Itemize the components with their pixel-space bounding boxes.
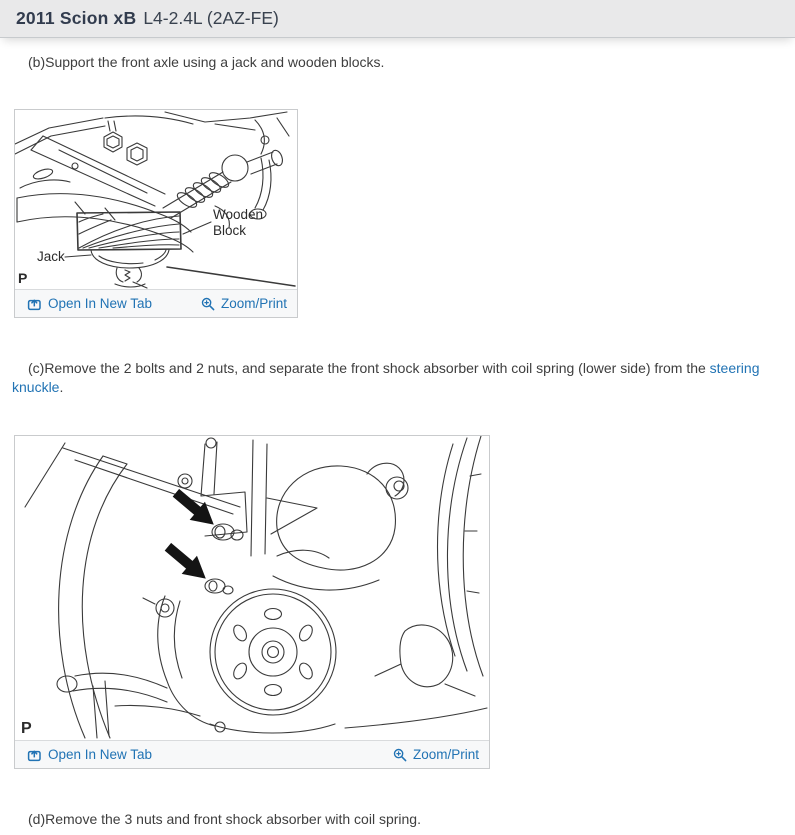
- magnifier-plus-icon: [201, 297, 215, 311]
- step-c-body: (c)Remove the 2 bolts and 2 nuts, and separate the front shock absorber with coil spring (lower side) from the: [28, 360, 710, 376]
- vehicle-title: 2011 Scion xB: [16, 8, 137, 28]
- open-in-new-tab-icon: [27, 297, 42, 311]
- jack-wooden-block-diagram: [15, 110, 297, 289]
- figure1-p-mark: P: [18, 270, 28, 286]
- figure1-zoom-print-link[interactable]: [201, 296, 287, 311]
- figure1-open-in-new-tab-link[interactable]: [27, 296, 152, 311]
- wooden-block-label-line1: Wooden: [213, 207, 264, 222]
- header-bar: [0, 0, 795, 38]
- step-d-text: (d)Remove the 3 nuts and front shock absorber with coil spring.: [28, 811, 421, 827]
- wooden-block-label-line2: Block: [213, 223, 247, 238]
- figure-card-shock-absorber: [14, 435, 490, 769]
- step-b-text: (b)Support the front axle using a jack and wooden blocks.: [28, 54, 385, 70]
- figure2-open-in-new-tab-link[interactable]: [27, 747, 152, 762]
- figure2-zoom-print-link[interactable]: [393, 747, 479, 762]
- jack-label: Jack: [37, 249, 65, 264]
- figure-card-jack-wooden-block: [14, 109, 298, 318]
- step-c-period: .: [59, 379, 64, 395]
- shock-absorber-diagram: [15, 436, 489, 740]
- figure1-open-label: Open In New Tab: [48, 296, 153, 311]
- figure2-p-mark: P: [21, 720, 32, 737]
- steering-knuckle-link[interactable]: steering knuckle: [12, 360, 760, 395]
- magnifier-plus-icon: [393, 748, 407, 762]
- figure1-zoom-label: Zoom/Print: [220, 296, 287, 311]
- figure2-open-label: Open In New Tab: [48, 747, 153, 762]
- figure1-footer: [15, 289, 297, 317]
- figure2-footer: [15, 740, 489, 768]
- open-in-new-tab-icon: [27, 748, 42, 762]
- figure2-zoom-label: Zoom/Print: [412, 747, 479, 762]
- step-c-text: [12, 359, 779, 397]
- engine-subtitle: L4-2.4L (2AZ-FE): [143, 8, 279, 28]
